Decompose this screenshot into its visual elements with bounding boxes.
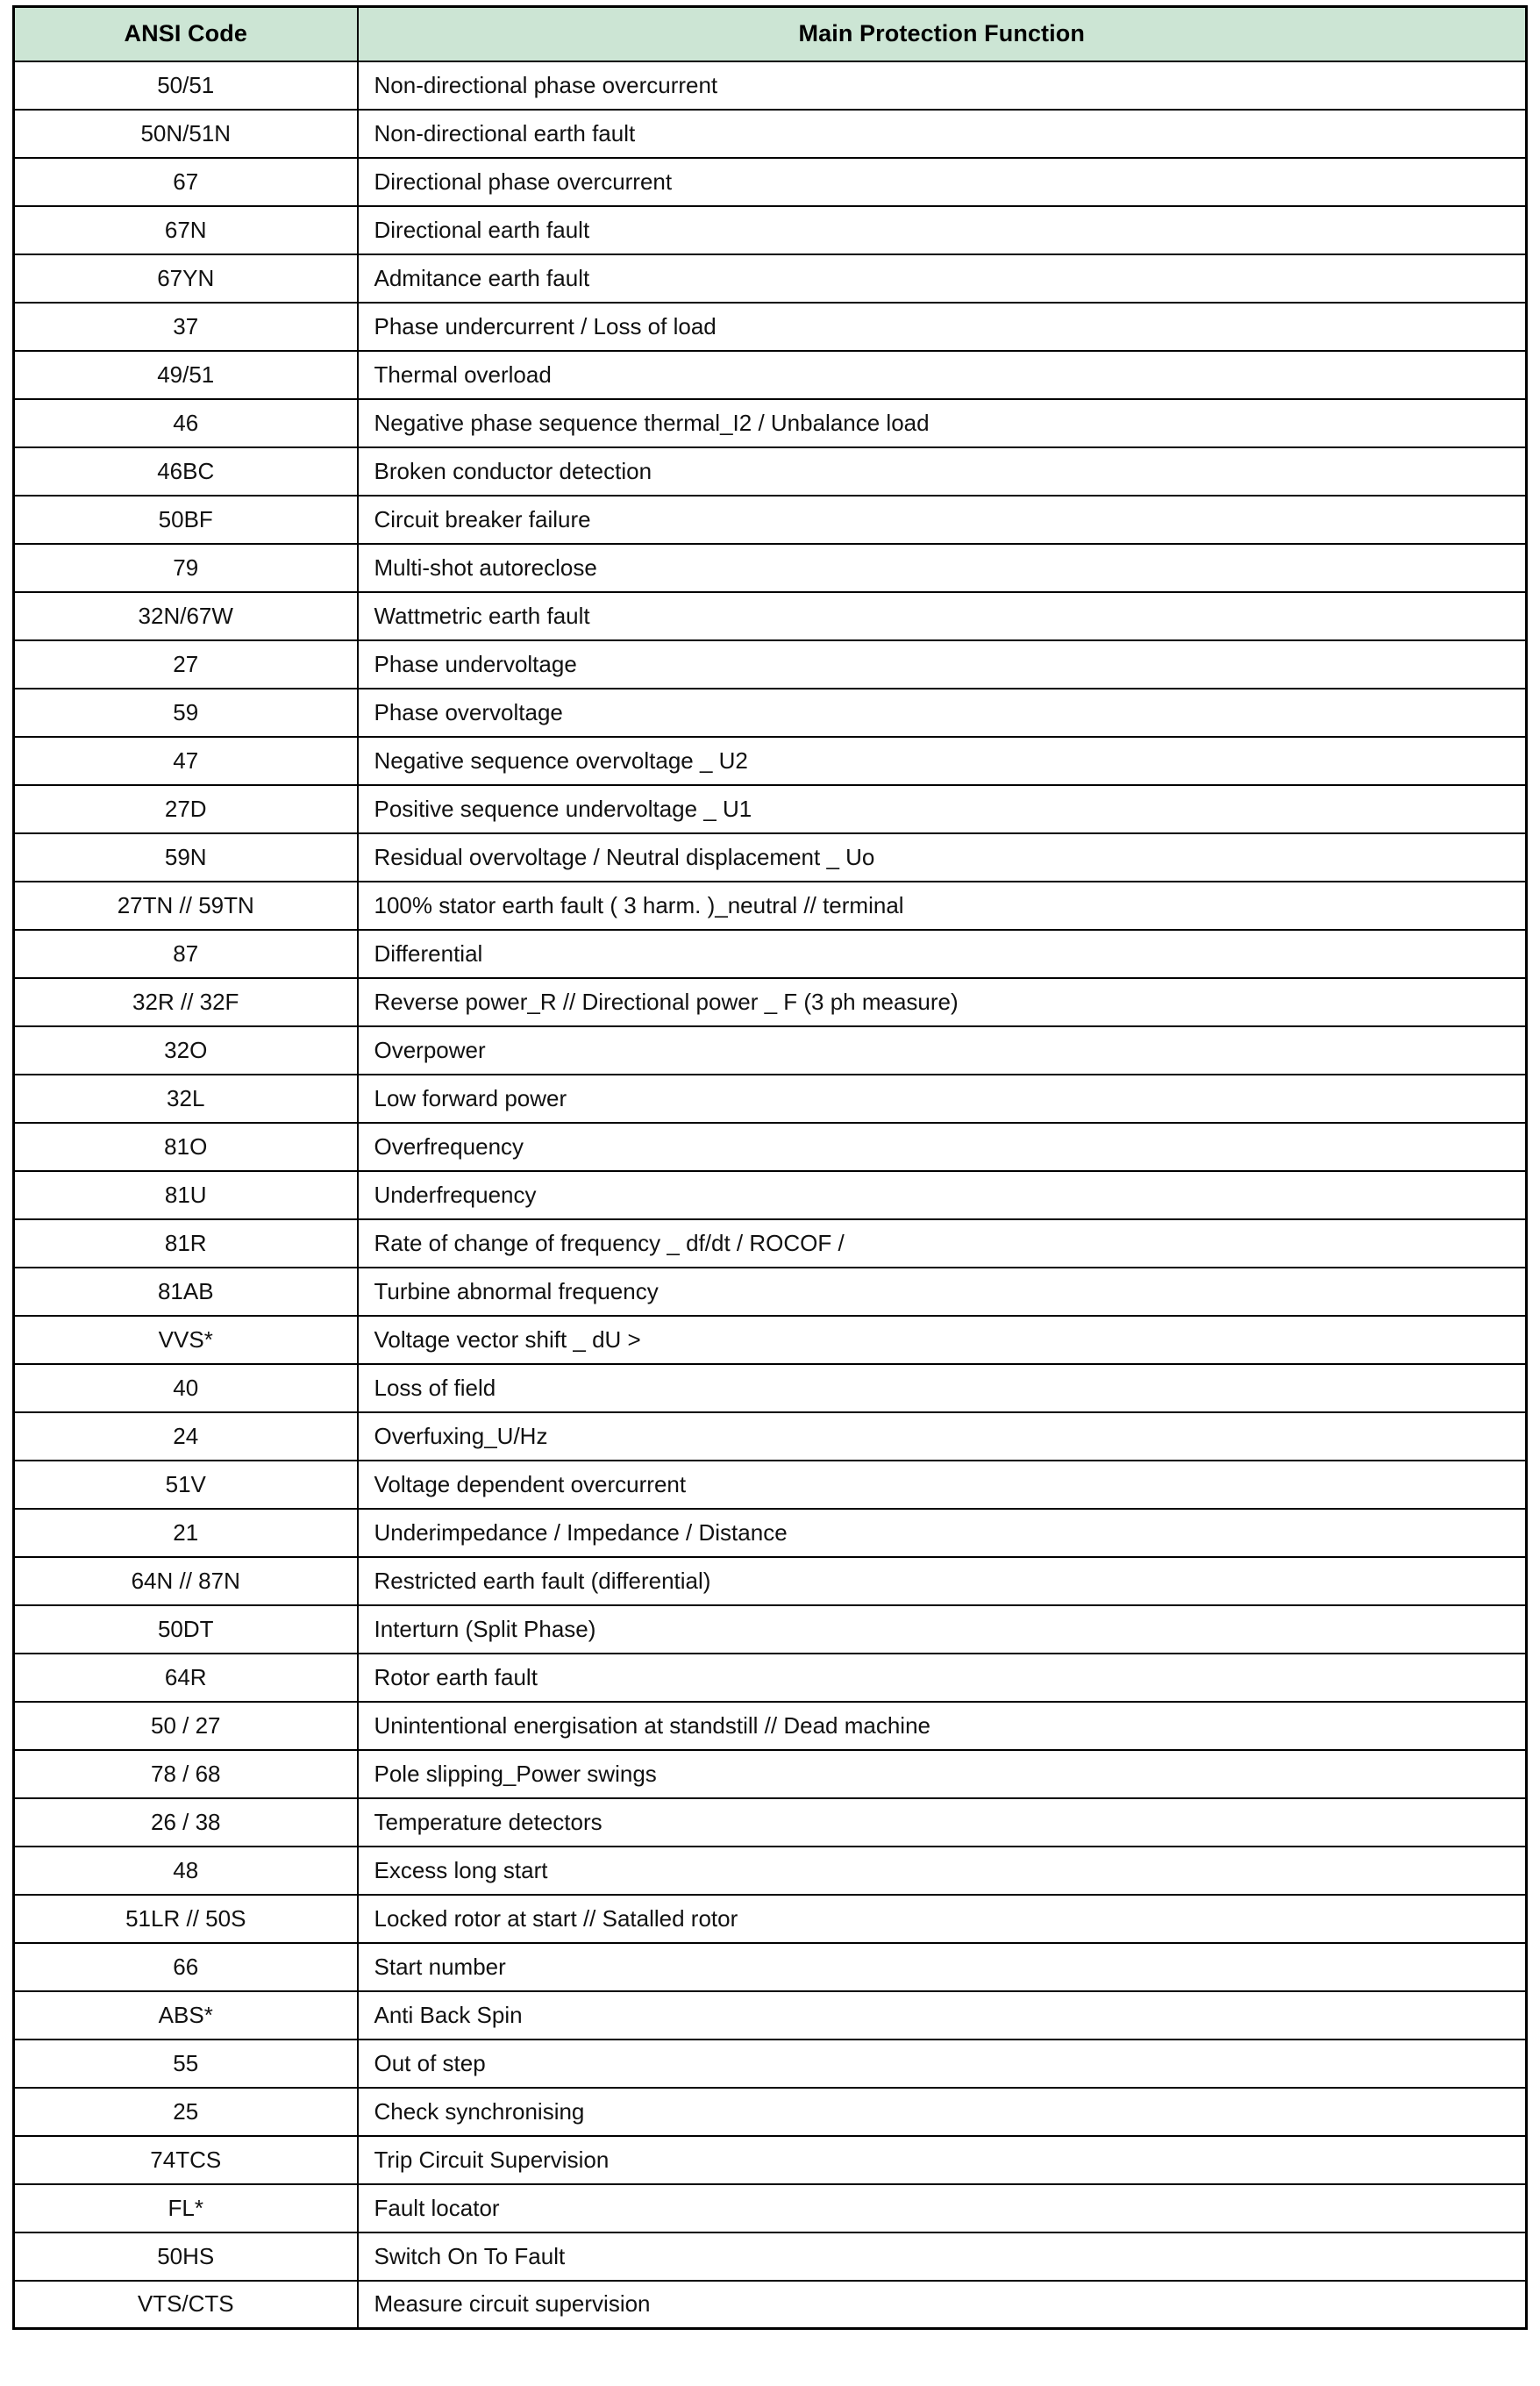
- cell-ansi-code: 50/51: [14, 61, 358, 110]
- cell-ansi-code: 25: [14, 2088, 358, 2136]
- column-header-main-protection-function: Main Protection Function: [358, 7, 1527, 61]
- cell-ansi-code: 46: [14, 399, 358, 447]
- cell-ansi-code: 67YN: [14, 254, 358, 303]
- cell-ansi-code: 55: [14, 2040, 358, 2088]
- table-row: [14, 640, 1527, 689]
- table-row: [14, 1316, 1527, 1364]
- cell-ansi-code: 59N: [14, 833, 358, 882]
- table-row: [14, 978, 1527, 1026]
- cell-main-protection-function: 100% stator earth fault ( 3 harm. )_neutral // terminal: [358, 882, 1527, 930]
- table-row: [14, 399, 1527, 447]
- cell-main-protection-function: Overpower: [358, 1026, 1527, 1075]
- table-row: [14, 882, 1527, 930]
- cell-main-protection-function: Trip Circuit Supervision: [358, 2136, 1527, 2184]
- cell-main-protection-function: Non-directional earth fault: [358, 110, 1527, 158]
- table-row: [14, 1461, 1527, 1509]
- cell-ansi-code: 47: [14, 737, 358, 785]
- table-row: [14, 1605, 1527, 1654]
- cell-main-protection-function: Rotor earth fault: [358, 1654, 1527, 1702]
- cell-ansi-code: 46BC: [14, 447, 358, 496]
- table-row: [14, 2088, 1527, 2136]
- table-row: [14, 2281, 1527, 2329]
- table-row: [14, 447, 1527, 496]
- cell-main-protection-function: Underimpedance / Impedance / Distance: [358, 1509, 1527, 1557]
- cell-ansi-code: 50DT: [14, 1605, 358, 1654]
- table-row: [14, 1557, 1527, 1605]
- cell-main-protection-function: Check synchronising: [358, 2088, 1527, 2136]
- table-row: [14, 2136, 1527, 2184]
- cell-ansi-code: 51LR // 50S: [14, 1895, 358, 1943]
- table-row: [14, 1364, 1527, 1412]
- cell-main-protection-function: Measure circuit supervision: [358, 2281, 1527, 2329]
- table-row: [14, 1798, 1527, 1847]
- cell-ansi-code: 78 / 68: [14, 1750, 358, 1798]
- cell-ansi-code: FL*: [14, 2184, 358, 2232]
- table-row: [14, 1991, 1527, 2040]
- cell-ansi-code: 50BF: [14, 496, 358, 544]
- table-row: [14, 737, 1527, 785]
- table-row: [14, 303, 1527, 351]
- cell-main-protection-function: Directional phase overcurrent: [358, 158, 1527, 206]
- column-header-ansi-code: ANSI Code: [14, 7, 358, 61]
- table-row: [14, 592, 1527, 640]
- cell-ansi-code: 59: [14, 689, 358, 737]
- cell-main-protection-function: Non-directional phase overcurrent: [358, 61, 1527, 110]
- table-row: [14, 544, 1527, 592]
- cell-ansi-code: 48: [14, 1847, 358, 1895]
- table-row: [14, 1171, 1527, 1219]
- table-row: [14, 496, 1527, 544]
- cell-main-protection-function: Pole slipping_Power swings: [358, 1750, 1527, 1798]
- cell-ansi-code: 32O: [14, 1026, 358, 1075]
- cell-ansi-code: 50 / 27: [14, 1702, 358, 1750]
- cell-ansi-code: 26 / 38: [14, 1798, 358, 1847]
- table-row: [14, 1654, 1527, 1702]
- cell-main-protection-function: Switch On To Fault: [358, 2232, 1527, 2281]
- cell-main-protection-function: Loss of field: [358, 1364, 1527, 1412]
- cell-main-protection-function: Overfuxing_U/Hz: [358, 1412, 1527, 1461]
- table-row: [14, 61, 1527, 110]
- cell-ansi-code: 32N/67W: [14, 592, 358, 640]
- table-row: [14, 1075, 1527, 1123]
- table-row: [14, 1026, 1527, 1075]
- cell-main-protection-function: Negative sequence overvoltage _ U2: [358, 737, 1527, 785]
- cell-main-protection-function: Interturn (Split Phase): [358, 1605, 1527, 1654]
- table-row: [14, 2040, 1527, 2088]
- cell-main-protection-function: Reverse power_R // Directional power _ F (3 ph measure): [358, 978, 1527, 1026]
- table-row: [14, 1412, 1527, 1461]
- cell-main-protection-function: Positive sequence undervoltage _ U1: [358, 785, 1527, 833]
- ansi-protection-table: [12, 5, 1528, 2330]
- cell-ansi-code: 81O: [14, 1123, 358, 1171]
- cell-main-protection-function: Residual overvoltage / Neutral displacement _ Uo: [358, 833, 1527, 882]
- table-row: [14, 930, 1527, 978]
- cell-ansi-code: 27: [14, 640, 358, 689]
- table-row: [14, 1123, 1527, 1171]
- cell-ansi-code: 37: [14, 303, 358, 351]
- cell-ansi-code: VTS/CTS: [14, 2281, 358, 2329]
- cell-main-protection-function: Anti Back Spin: [358, 1991, 1527, 2040]
- cell-main-protection-function: Multi-shot autoreclose: [358, 544, 1527, 592]
- table-row: [14, 1750, 1527, 1798]
- table-row: [14, 1219, 1527, 1268]
- cell-main-protection-function: Voltage vector shift _ dU >: [358, 1316, 1527, 1364]
- cell-main-protection-function: Differential: [358, 930, 1527, 978]
- cell-ansi-code: 66: [14, 1943, 358, 1991]
- cell-main-protection-function: Restricted earth fault (differential): [358, 1557, 1527, 1605]
- cell-ansi-code: 21: [14, 1509, 358, 1557]
- cell-main-protection-function: Admitance earth fault: [358, 254, 1527, 303]
- cell-ansi-code: 81R: [14, 1219, 358, 1268]
- cell-main-protection-function: Rate of change of frequency _ df/dt / ROCOF /: [358, 1219, 1527, 1268]
- cell-ansi-code: 87: [14, 930, 358, 978]
- cell-ansi-code: 64N // 87N: [14, 1557, 358, 1605]
- cell-main-protection-function: Turbine abnormal frequency: [358, 1268, 1527, 1316]
- cell-main-protection-function: Phase undervoltage: [358, 640, 1527, 689]
- table-row: [14, 158, 1527, 206]
- cell-main-protection-function: Underfrequency: [358, 1171, 1527, 1219]
- table-row: [14, 2184, 1527, 2232]
- cell-main-protection-function: Start number: [358, 1943, 1527, 1991]
- table-row: [14, 833, 1527, 882]
- cell-ansi-code: 64R: [14, 1654, 358, 1702]
- cell-ansi-code: 67: [14, 158, 358, 206]
- cell-ansi-code: 50HS: [14, 2232, 358, 2281]
- table-row: [14, 1895, 1527, 1943]
- cell-ansi-code: 74TCS: [14, 2136, 358, 2184]
- cell-ansi-code: 24: [14, 1412, 358, 1461]
- cell-ansi-code: 32R // 32F: [14, 978, 358, 1026]
- cell-main-protection-function: Temperature detectors: [358, 1798, 1527, 1847]
- cell-main-protection-function: Locked rotor at start // Satalled rotor: [358, 1895, 1527, 1943]
- cell-main-protection-function: Unintentional energisation at standstill // Dead machine: [358, 1702, 1527, 1750]
- cell-main-protection-function: Circuit breaker failure: [358, 496, 1527, 544]
- cell-ansi-code: 50N/51N: [14, 110, 358, 158]
- table-row: [14, 1847, 1527, 1895]
- table-row: [14, 1509, 1527, 1557]
- cell-main-protection-function: Wattmetric earth fault: [358, 592, 1527, 640]
- cell-main-protection-function: Low forward power: [358, 1075, 1527, 1123]
- cell-main-protection-function: Fault locator: [358, 2184, 1527, 2232]
- cell-ansi-code: VVS*: [14, 1316, 358, 1364]
- cell-main-protection-function: Excess long start: [358, 1847, 1527, 1895]
- table-row: [14, 254, 1527, 303]
- cell-ansi-code: 40: [14, 1364, 358, 1412]
- table-row: [14, 1268, 1527, 1316]
- cell-main-protection-function: Negative phase sequence thermal_I2 / Unbalance load: [358, 399, 1527, 447]
- cell-main-protection-function: Directional earth fault: [358, 206, 1527, 254]
- cell-ansi-code: 27D: [14, 785, 358, 833]
- table-row: [14, 1702, 1527, 1750]
- cell-main-protection-function: Thermal overload: [358, 351, 1527, 399]
- cell-ansi-code: 67N: [14, 206, 358, 254]
- table-row: [14, 351, 1527, 399]
- table-header: [14, 7, 1527, 61]
- cell-ansi-code: 81U: [14, 1171, 358, 1219]
- table-row: [14, 2232, 1527, 2281]
- cell-ansi-code: 49/51: [14, 351, 358, 399]
- cell-main-protection-function: Out of step: [358, 2040, 1527, 2088]
- cell-main-protection-function: Phase undercurrent / Loss of load: [358, 303, 1527, 351]
- table-row: [14, 1943, 1527, 1991]
- table-row: [14, 206, 1527, 254]
- cell-main-protection-function: Voltage dependent overcurrent: [358, 1461, 1527, 1509]
- table-row: [14, 785, 1527, 833]
- cell-ansi-code: 79: [14, 544, 358, 592]
- table-row: [14, 689, 1527, 737]
- header-row: [14, 7, 1527, 61]
- cell-ansi-code: 51V: [14, 1461, 358, 1509]
- cell-main-protection-function: Broken conductor detection: [358, 447, 1527, 496]
- cell-ansi-code: 27TN // 59TN: [14, 882, 358, 930]
- cell-ansi-code: 81AB: [14, 1268, 358, 1316]
- cell-ansi-code: ABS*: [14, 1991, 358, 2040]
- table-body: [14, 61, 1527, 2329]
- cell-ansi-code: 32L: [14, 1075, 358, 1123]
- table-row: [14, 110, 1527, 158]
- cell-main-protection-function: Overfrequency: [358, 1123, 1527, 1171]
- cell-main-protection-function: Phase overvoltage: [358, 689, 1527, 737]
